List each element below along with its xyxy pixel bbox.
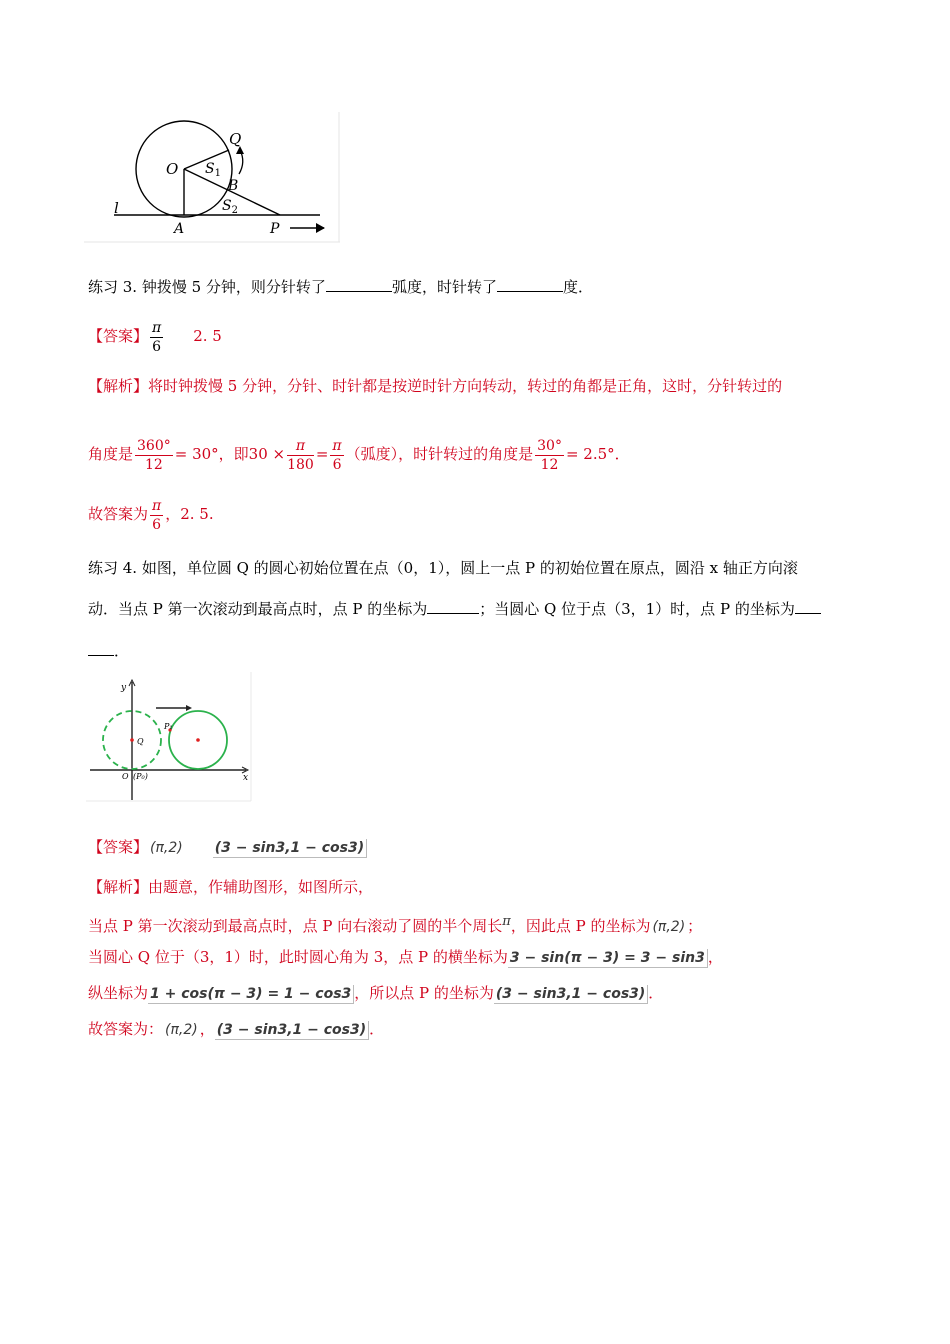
- final-frac-pi-6: $\frac{\pi}{6}$: [152, 497, 162, 533]
- ex4-blank-2a[interactable]: [795, 599, 821, 614]
- ex3-final-answer: 故答案为 $\frac{\pi}{6}$ ，2. 5.: [88, 497, 214, 533]
- label-O: O: [166, 160, 179, 178]
- label-B: B: [228, 178, 239, 194]
- ex4-answer: 【答案】 (π,2) (3 − sin3,1 − cos3): [88, 836, 367, 858]
- ex3-answer-frac: $\frac{\pi}{6}$: [152, 319, 162, 355]
- formula-x-coord: 3 − sin(π − 3) = 3 − sin3: [508, 949, 708, 968]
- frac-360-12: $\frac{360^\circ}{12}$: [137, 437, 171, 473]
- ex3-blank-2[interactable]: [497, 277, 563, 292]
- label-P0: (P₀): [133, 772, 148, 781]
- ex4-question-line3: ．: [88, 640, 129, 662]
- label-Q: Q: [137, 737, 144, 746]
- final-formula-2: (3 − sin3,1 − cos3): [215, 1021, 369, 1040]
- label-Q: Q: [229, 130, 242, 148]
- ex4-analysis-line3: 当圆心 Q 位于（3，1）时，此时圆心角为 3，点 P 的横坐标为 3 − sin(π − 3) = 3 − sin3 ，: [88, 948, 723, 966]
- ex4-analysis-line1: 【解析】由题意，作辅助图形，如图所示，: [88, 878, 374, 896]
- label-l: l: [114, 199, 119, 217]
- ex3-question: 练习 3. 钟拨慢 5 分钟，则分针转了 弧度，时针转了 度．: [88, 278, 593, 296]
- label-S1: $S_1$: [205, 161, 221, 179]
- ex3-answer: 【答案】 $\frac{\pi}{6}$ 2. 5: [88, 319, 222, 355]
- label-S2: $S_2$: [222, 198, 238, 216]
- label-A: A: [174, 221, 185, 237]
- rolling-circle-figure: [86, 672, 252, 802]
- ex4-answer-2: (3 − sin3,1 − cos3): [213, 839, 367, 858]
- frac-30-12: $\frac{30^\circ}{12}$: [537, 437, 562, 473]
- label-O: O: [122, 772, 129, 781]
- ex3-blank-1[interactable]: [326, 277, 392, 292]
- formula-pi-2: (π,2): [652, 919, 686, 935]
- frac-pi-180: $\frac{\pi}{180}$: [287, 437, 314, 473]
- ex4-answer-1: (π,2): [150, 840, 183, 856]
- frac-pi-6: $\frac{\pi}{6}$: [332, 437, 342, 473]
- center-Q: [130, 738, 134, 742]
- final-formula-1: (π,2): [165, 1022, 198, 1038]
- ex4-question-line2: 动．当点 P 第一次滚动到最高点时，点 P 的坐标为 ；当圆心 Q 位于点（3，1）时，点 P 的坐标为: [88, 598, 821, 620]
- label-y: y: [121, 683, 127, 693]
- label-P1: P₁: [164, 722, 173, 731]
- ex4-blank-2b[interactable]: [88, 641, 114, 656]
- circle-tangent-figure: [84, 112, 342, 244]
- ex4-question-line1: 练习 4. 如图，单位圆 Q 的圆心初始位置在点（0，1），圆上一点 P 的初始位置在原点，圆沿 x 轴正方向滚: [88, 559, 798, 577]
- label-x: x: [243, 773, 249, 783]
- ex4-blank-1[interactable]: [427, 599, 479, 614]
- center-rolled: [196, 738, 200, 742]
- ex3-analysis-line2: 角度是 $\frac{360^\circ}{12}$ = 30°，即30 × $\frac{\pi}{180}$ = $\frac{\pi}{6}$ （弧度），时针转过的角度是 $\frac{30^\circ}{12}$ = 2.5°．: [88, 437, 630, 473]
- ex4-analysis-line4: 纵坐标为 1 + cos(π − 3) = 1 − cos3 ，所以点 P 的坐标为 (3 − sin3,1 − cos3) ．: [88, 984, 664, 1002]
- ex4-analysis-line2: 当点 P 第一次滚动到最高点时，点 P 向右滚动了圆的半个周长π，因此点 P 的坐标为 (π,2) ；: [88, 914, 703, 935]
- ex3-analysis-line1: 【解析】将时钟拨慢 5 分钟，分针、时针都是按逆时针方向转动，转过的角都是正角，这时，分针转过的: [88, 377, 783, 395]
- ex4-final-answer: 故答案为： (π,2) ， (3 − sin3,1 − cos3) ．: [88, 1020, 385, 1038]
- label-P: P: [270, 221, 280, 237]
- formula-P-coord: (3 − sin3,1 − cos3): [494, 985, 648, 1004]
- formula-y-coord: 1 + cos(π − 3) = 1 − cos3: [148, 985, 354, 1004]
